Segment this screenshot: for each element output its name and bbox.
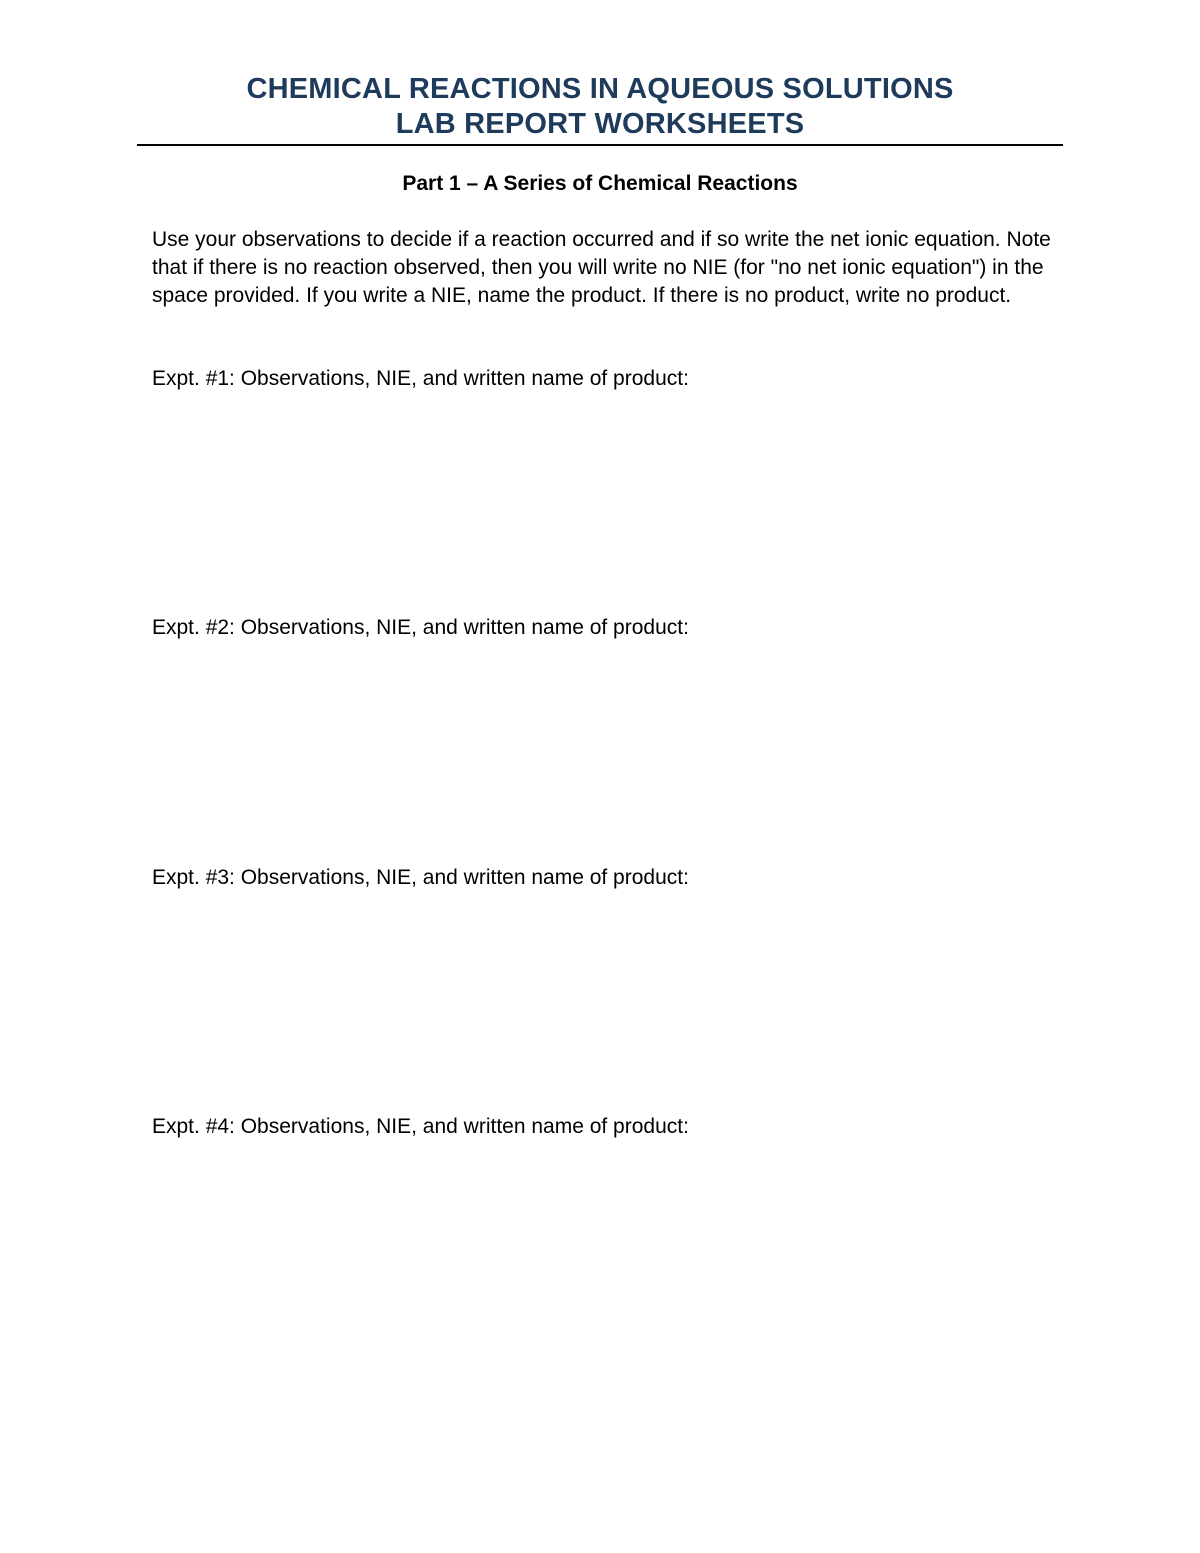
expt-2-prompt: Expt. #2: Observations, NIE, and written name of product: [152, 616, 689, 639]
expt-1-prompt: Expt. #1: Observations, NIE, and written name of product: [152, 367, 689, 390]
title-line-1: CHEMICAL REACTIONS IN AQUEOUS SOLUTIONS [246, 73, 954, 105]
expt-4-prompt: Expt. #4: Observations, NIE, and written name of product: [152, 1115, 689, 1138]
title-line-2: LAB REPORT WORKSHEETS [395, 108, 805, 140]
instructions-paragraph: Use your observations to decide if a reaction occurred and if so write the net ionic equation. Note that if there is no reaction observed, then you will write no NIE (for "no net ionic equation") in the space provided. If you write a NIE, name the product. If there is no product, write no product. [152, 228, 1051, 307]
title-divider [137, 144, 1063, 146]
part1-heading: Part 1 – A Series of Chemical Reactions [402, 172, 798, 195]
document-title [137, 72, 1063, 142]
expt-3-prompt: Expt. #3: Observations, NIE, and written name of product: [152, 866, 689, 889]
